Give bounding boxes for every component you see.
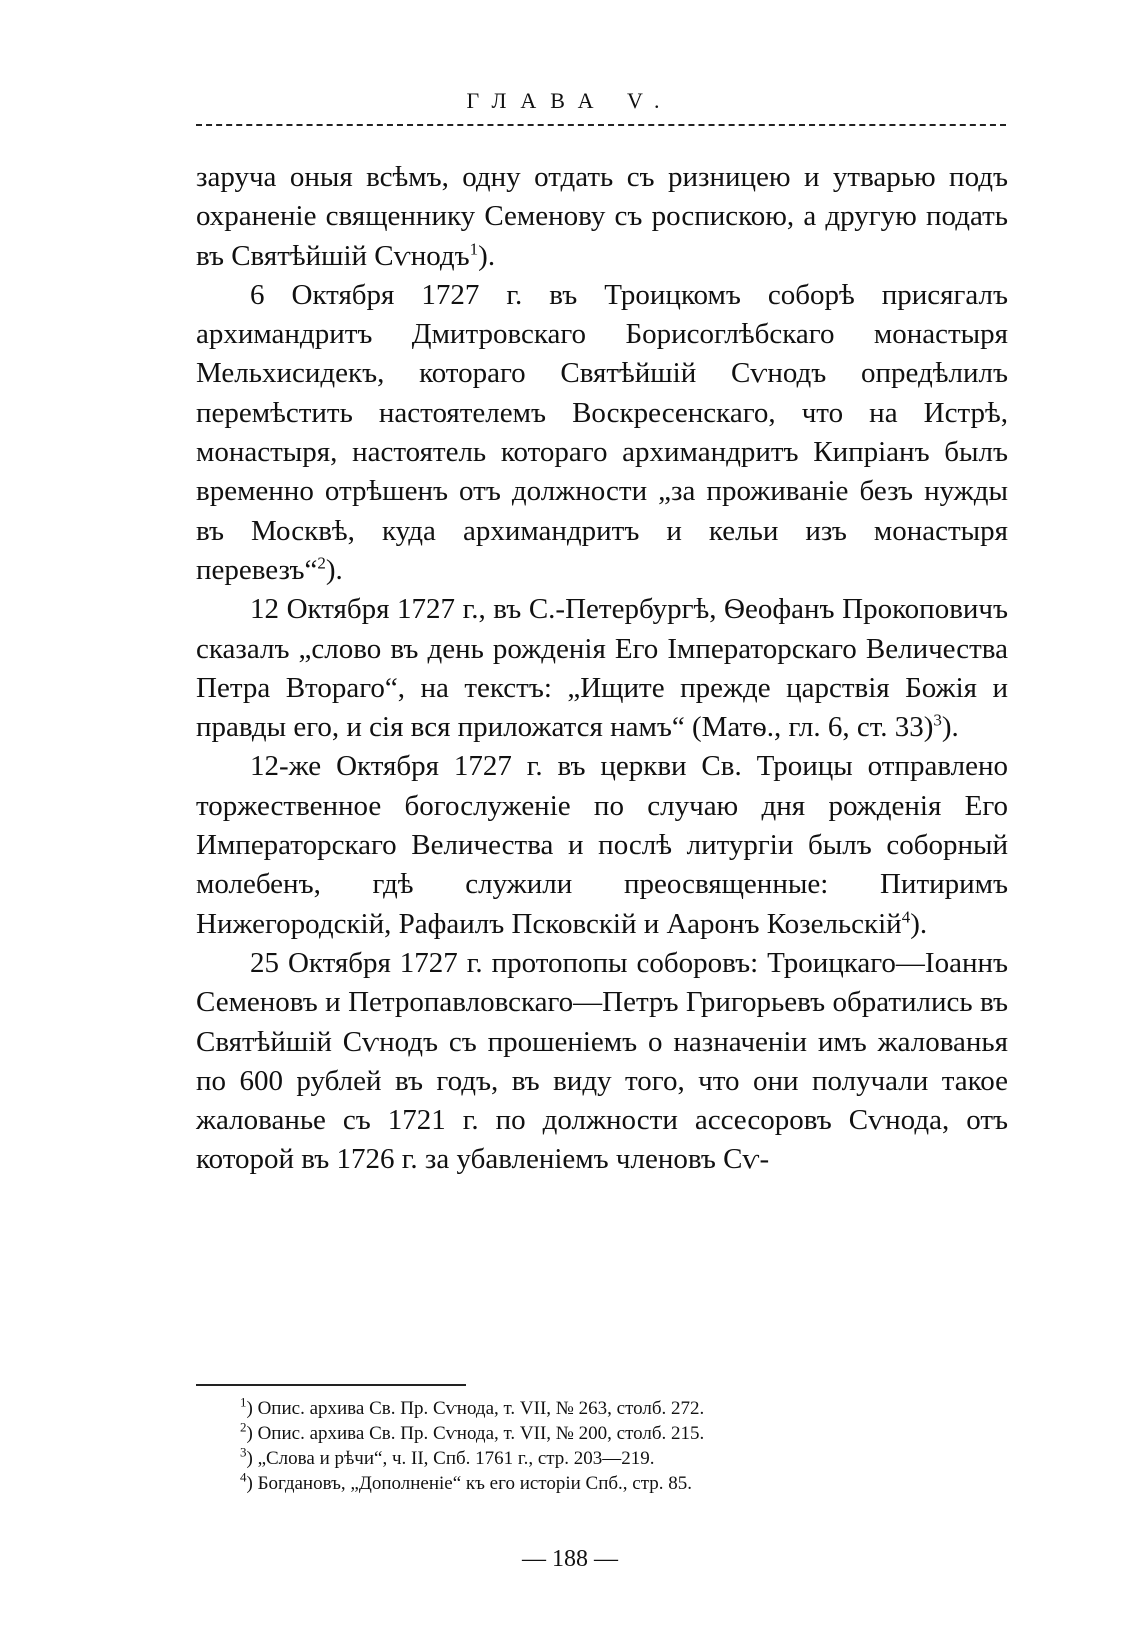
paragraph-tail: ). <box>325 553 343 586</box>
footnote <box>240 1446 1000 1471</box>
footnote <box>240 1396 1000 1421</box>
footnote-rule <box>196 1384 466 1386</box>
paragraph <box>196 944 1008 1180</box>
footnote-number: 1 <box>240 1394 247 1410</box>
paragraph-text: 6 Октября 1727 г. въ Троицкомъ соборѣ присягалъ архимандритъ Дмитровскаго Борисоглѣбскаго монастыря Мельхисидекъ, котораго Святѣйшій Сѵнодъ опредѣлилъ перемѣстить настоятелемъ Воскресенскаго, что на Истрѣ, монастыря, настоятель котораго архимандритъ Кипріанъ былъ временно отрѣшенъ отъ должности „за проживаніе безъ нужды въ Москвѣ, куда архимандритъ и кельи изъ монастыря перевезъ“ <box>196 278 1008 586</box>
body-text <box>196 158 1008 1180</box>
paragraph-text: 25 Октября 1727 г. протопопы соборовъ: Троицкаго—Іоаннъ Семеновъ и Петропавловскаго—Петръ Григорьевъ обратились въ Святѣйшій Сѵнодъ съ прошеніемъ о назначеніи имъ жалованья по 600 рублей въ годъ, въ виду того, что они получали такое жалованье съ 1721 г. по должности ассесоровъ Сѵнода, отъ которой въ 1726 г. за убавленіемъ членовъ Сѵ- <box>196 946 1008 1176</box>
footnotes <box>240 1396 1000 1496</box>
paragraph-tail: ). <box>478 239 496 272</box>
footnote-ref: 2 <box>317 553 326 573</box>
footnote <box>240 1471 1000 1496</box>
paragraph <box>196 747 1008 943</box>
footnote-number: 2 <box>240 1419 247 1435</box>
footnote-text: ) Богдановъ, „Дополненіе“ къ его исторіи Спб., стр. 85. <box>246 1473 693 1494</box>
paragraph <box>196 590 1008 747</box>
paragraph-tail: ). <box>910 907 928 940</box>
paragraph <box>196 158 1008 276</box>
paragraph <box>196 276 1008 590</box>
paragraph-text: 12-же Октября 1727 г. въ церкви Св. Троицы отправлено торжественное богослуженіе по случаю дня рожденія Его Императорскаго Величества и послѣ литургіи былъ соборный молебенъ, гдѣ служили преосвященные: Питиримъ Нижегородскій, Рафаилъ Псковскій и Ааронъ Козельскій <box>196 750 1008 940</box>
footnote-ref: 1 <box>469 238 479 258</box>
footnote-text: ) Опис. архива Св. Пр. Сѵнода, т. VII, № 200, столб. 215. <box>246 1423 705 1444</box>
paragraph-text: заруча оныя всѣмъ, одну отдать съ ризницею и утварью подъ охраненіе священнику Семенову съ роспискою, а другую подать въ Святѣйшій Сѵнодъ <box>196 161 1008 272</box>
footnote <box>240 1421 1000 1446</box>
page-number: — 188 — <box>522 1546 618 1572</box>
footnote-ref: 4 <box>901 906 911 926</box>
footnote-text: ) „Слова и рѣчи“, ч. II, Спб. 1761 г., стр. 203—219. <box>246 1448 655 1469</box>
header-rule <box>196 124 1006 126</box>
chapter-header: ГЛАВА V. <box>466 88 674 113</box>
footnote-number: 4 <box>240 1469 247 1485</box>
footnote-ref: 3 <box>933 710 942 730</box>
paragraph-tail: ). <box>941 711 959 744</box>
footnote-text: ) Опис. архива Св. Пр. Сѵнода, т. VII, № 263, столб. 272. <box>246 1398 705 1419</box>
footnote-number: 3 <box>240 1444 247 1460</box>
paragraph-text: 12 Октября 1727 г., въ С.-Петербургѣ, Ѳеофанъ Прокоповичъ сказалъ „слово въ день рожденія Его Імператорскаго Величества Петра Втораго“, на текстъ: „Ищите прежде царствія Божія и правды его, и сія вся приложатся намъ“ (Матѳ., гл. 6, ст. 33) <box>196 593 1008 744</box>
